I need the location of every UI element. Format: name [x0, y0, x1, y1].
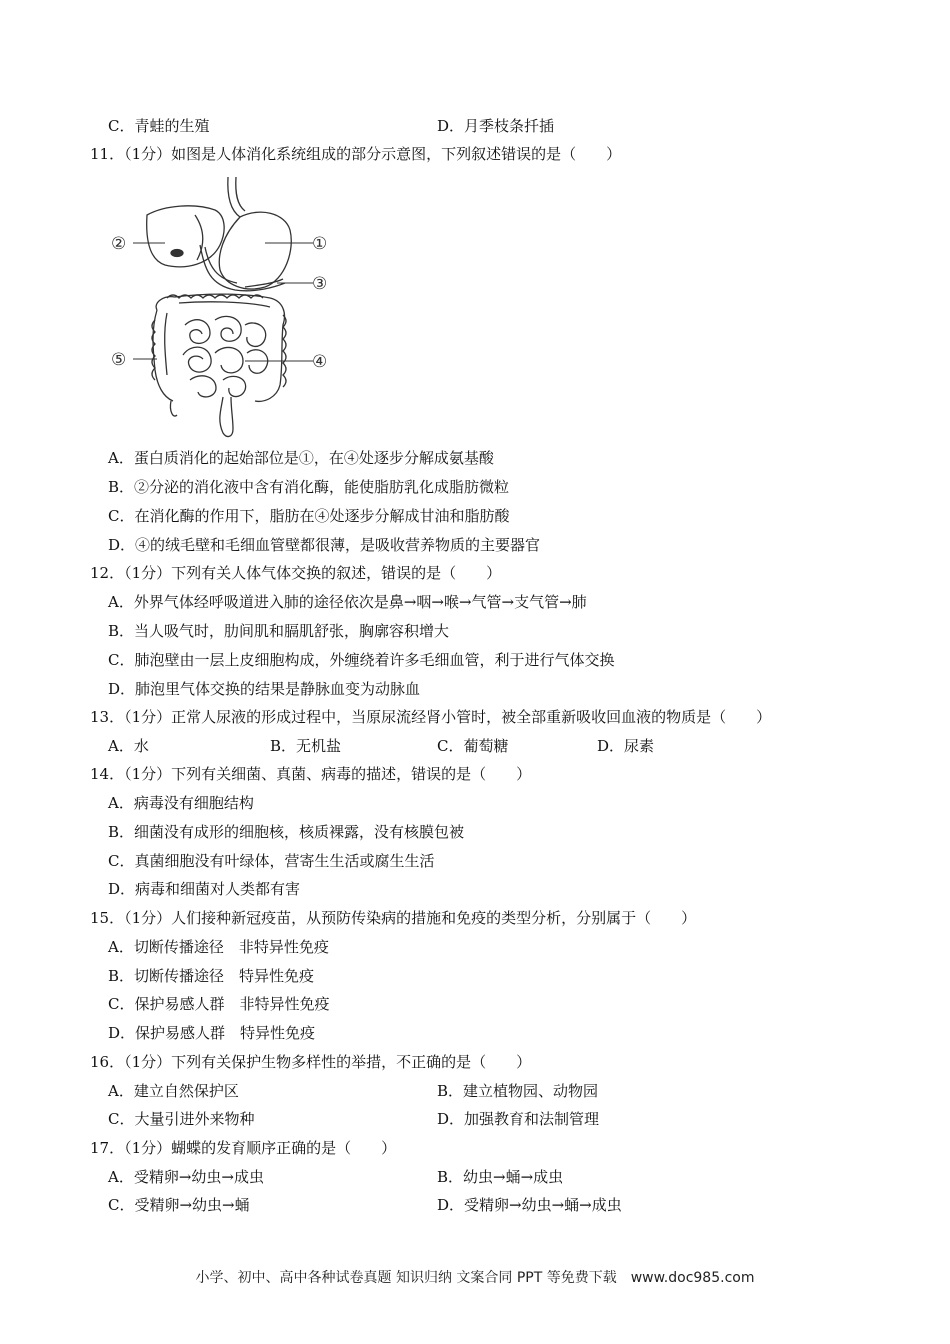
label-4: ④ [312, 352, 328, 372]
q14-stem: 14．（1分）下列有关细菌、真菌、病毒的描述，错误的是（ ） [90, 765, 532, 783]
q15-option-b: B．切断传播途径 特异性免疫 [108, 967, 315, 985]
q11-option-b: B．②分泌的消化液中含有消化酶，能使脂肪乳化成脂肪微粒 [108, 478, 510, 496]
q12-option-b: B．当人吸气时，肋间肌和膈肌舒张，胸廓容积增大 [108, 622, 450, 640]
q17-option-d: D．受精卵→幼虫→蛹→成虫 [437, 1196, 622, 1214]
q15-stem: 15．（1分）人们接种新冠疫苗，从预防传染病的措施和免疫的类型分析，分别属于（ ） [90, 909, 697, 927]
label-1: ① [312, 234, 328, 254]
q12-option-a: A．外界气体经呼吸道进入肺的途径依次是鼻→咽→喉→气管→支气管→肺 [108, 593, 587, 611]
q13-option-d: D．尿素 [597, 737, 655, 755]
q11-option-d: D．④的绒毛壁和毛细血管壁都很薄，是吸收营养物质的主要器官 [108, 536, 541, 554]
label-2: ② [111, 234, 127, 254]
q16-option-a: A．建立自然保护区 [108, 1082, 239, 1100]
q17-option-b: B．幼虫→蛹→成虫 [437, 1168, 564, 1186]
q14-option-d: D．病毒和细菌对人类都有害 [108, 880, 301, 898]
q14-option-a: A．病毒没有细胞结构 [108, 794, 254, 812]
q15-option-d: D．保护易感人群 特异性免疫 [108, 1024, 316, 1042]
q12-option-d: D．肺泡里气体交换的结果是静脉血变为动脉血 [108, 680, 421, 698]
q10-option-c: C．青蛙的生殖 [108, 117, 210, 135]
q12-option-c: C．肺泡壁由一层上皮细胞构成，外缠绕着许多毛细血管，利于进行气体交换 [108, 651, 615, 669]
q16-stem: 16．（1分）下列有关保护生物多样性的举措，不正确的是（ ） [90, 1053, 532, 1071]
digestive-system-diagram [105, 175, 345, 440]
q17-option-c: C．受精卵→幼虫→蛹 [108, 1196, 250, 1214]
label-5: ⑤ [111, 350, 127, 370]
q15-option-c: C．保护易感人群 非特异性免疫 [108, 995, 330, 1013]
q16-option-d: D．加强教育和法制管理 [437, 1110, 600, 1128]
page-footer: 小学、初中、高中各种试卷真题 知识归纳 文案合同 PPT 等免费下载 www.doc985.com [195, 1270, 755, 1286]
q14-option-c: C．真菌细胞没有叶绿体，营寄生生活或腐生生活 [108, 852, 435, 870]
q13-stem: 13．（1分）正常人尿液的形成过程中，当原尿流经肾小管时，被全部重新吸收回血液的物质是（ ） [90, 708, 772, 726]
label-3: ③ [312, 274, 328, 294]
q11-option-a: A．蛋白质消化的起始部位是①，在④处逐步分解成氨基酸 [108, 449, 494, 467]
q16-option-b: B．建立植物园、动物园 [437, 1082, 599, 1100]
q16-option-c: C．大量引进外来物种 [108, 1110, 255, 1128]
q11-option-c: C．在消化酶的作用下，脂肪在④处逐步分解成甘油和脂肪酸 [108, 507, 510, 525]
q13-option-c: C．葡萄糖 [437, 737, 509, 755]
q11-stem: 11．（1分）如图是人体消化系统组成的部分示意图，下列叙述错误的是（ ） [90, 145, 622, 163]
q13-option-a: A．水 [108, 737, 149, 755]
q13-option-b: B．无机盐 [270, 737, 342, 755]
q12-stem: 12．（1分）下列有关人体气体交换的叙述，错误的是（ ） [90, 564, 502, 582]
q15-option-a: A．切断传播途径 非特异性免疫 [108, 938, 329, 956]
q14-option-b: B．细菌没有成形的细胞核，核质裸露，没有核膜包被 [108, 823, 465, 841]
q10-option-d: D．月季枝条扦插 [437, 117, 555, 135]
q17-option-a: A．受精卵→幼虫→成虫 [108, 1168, 264, 1186]
q17-stem: 17．（1分）蝴蝶的发育顺序正确的是（ ） [90, 1139, 397, 1157]
